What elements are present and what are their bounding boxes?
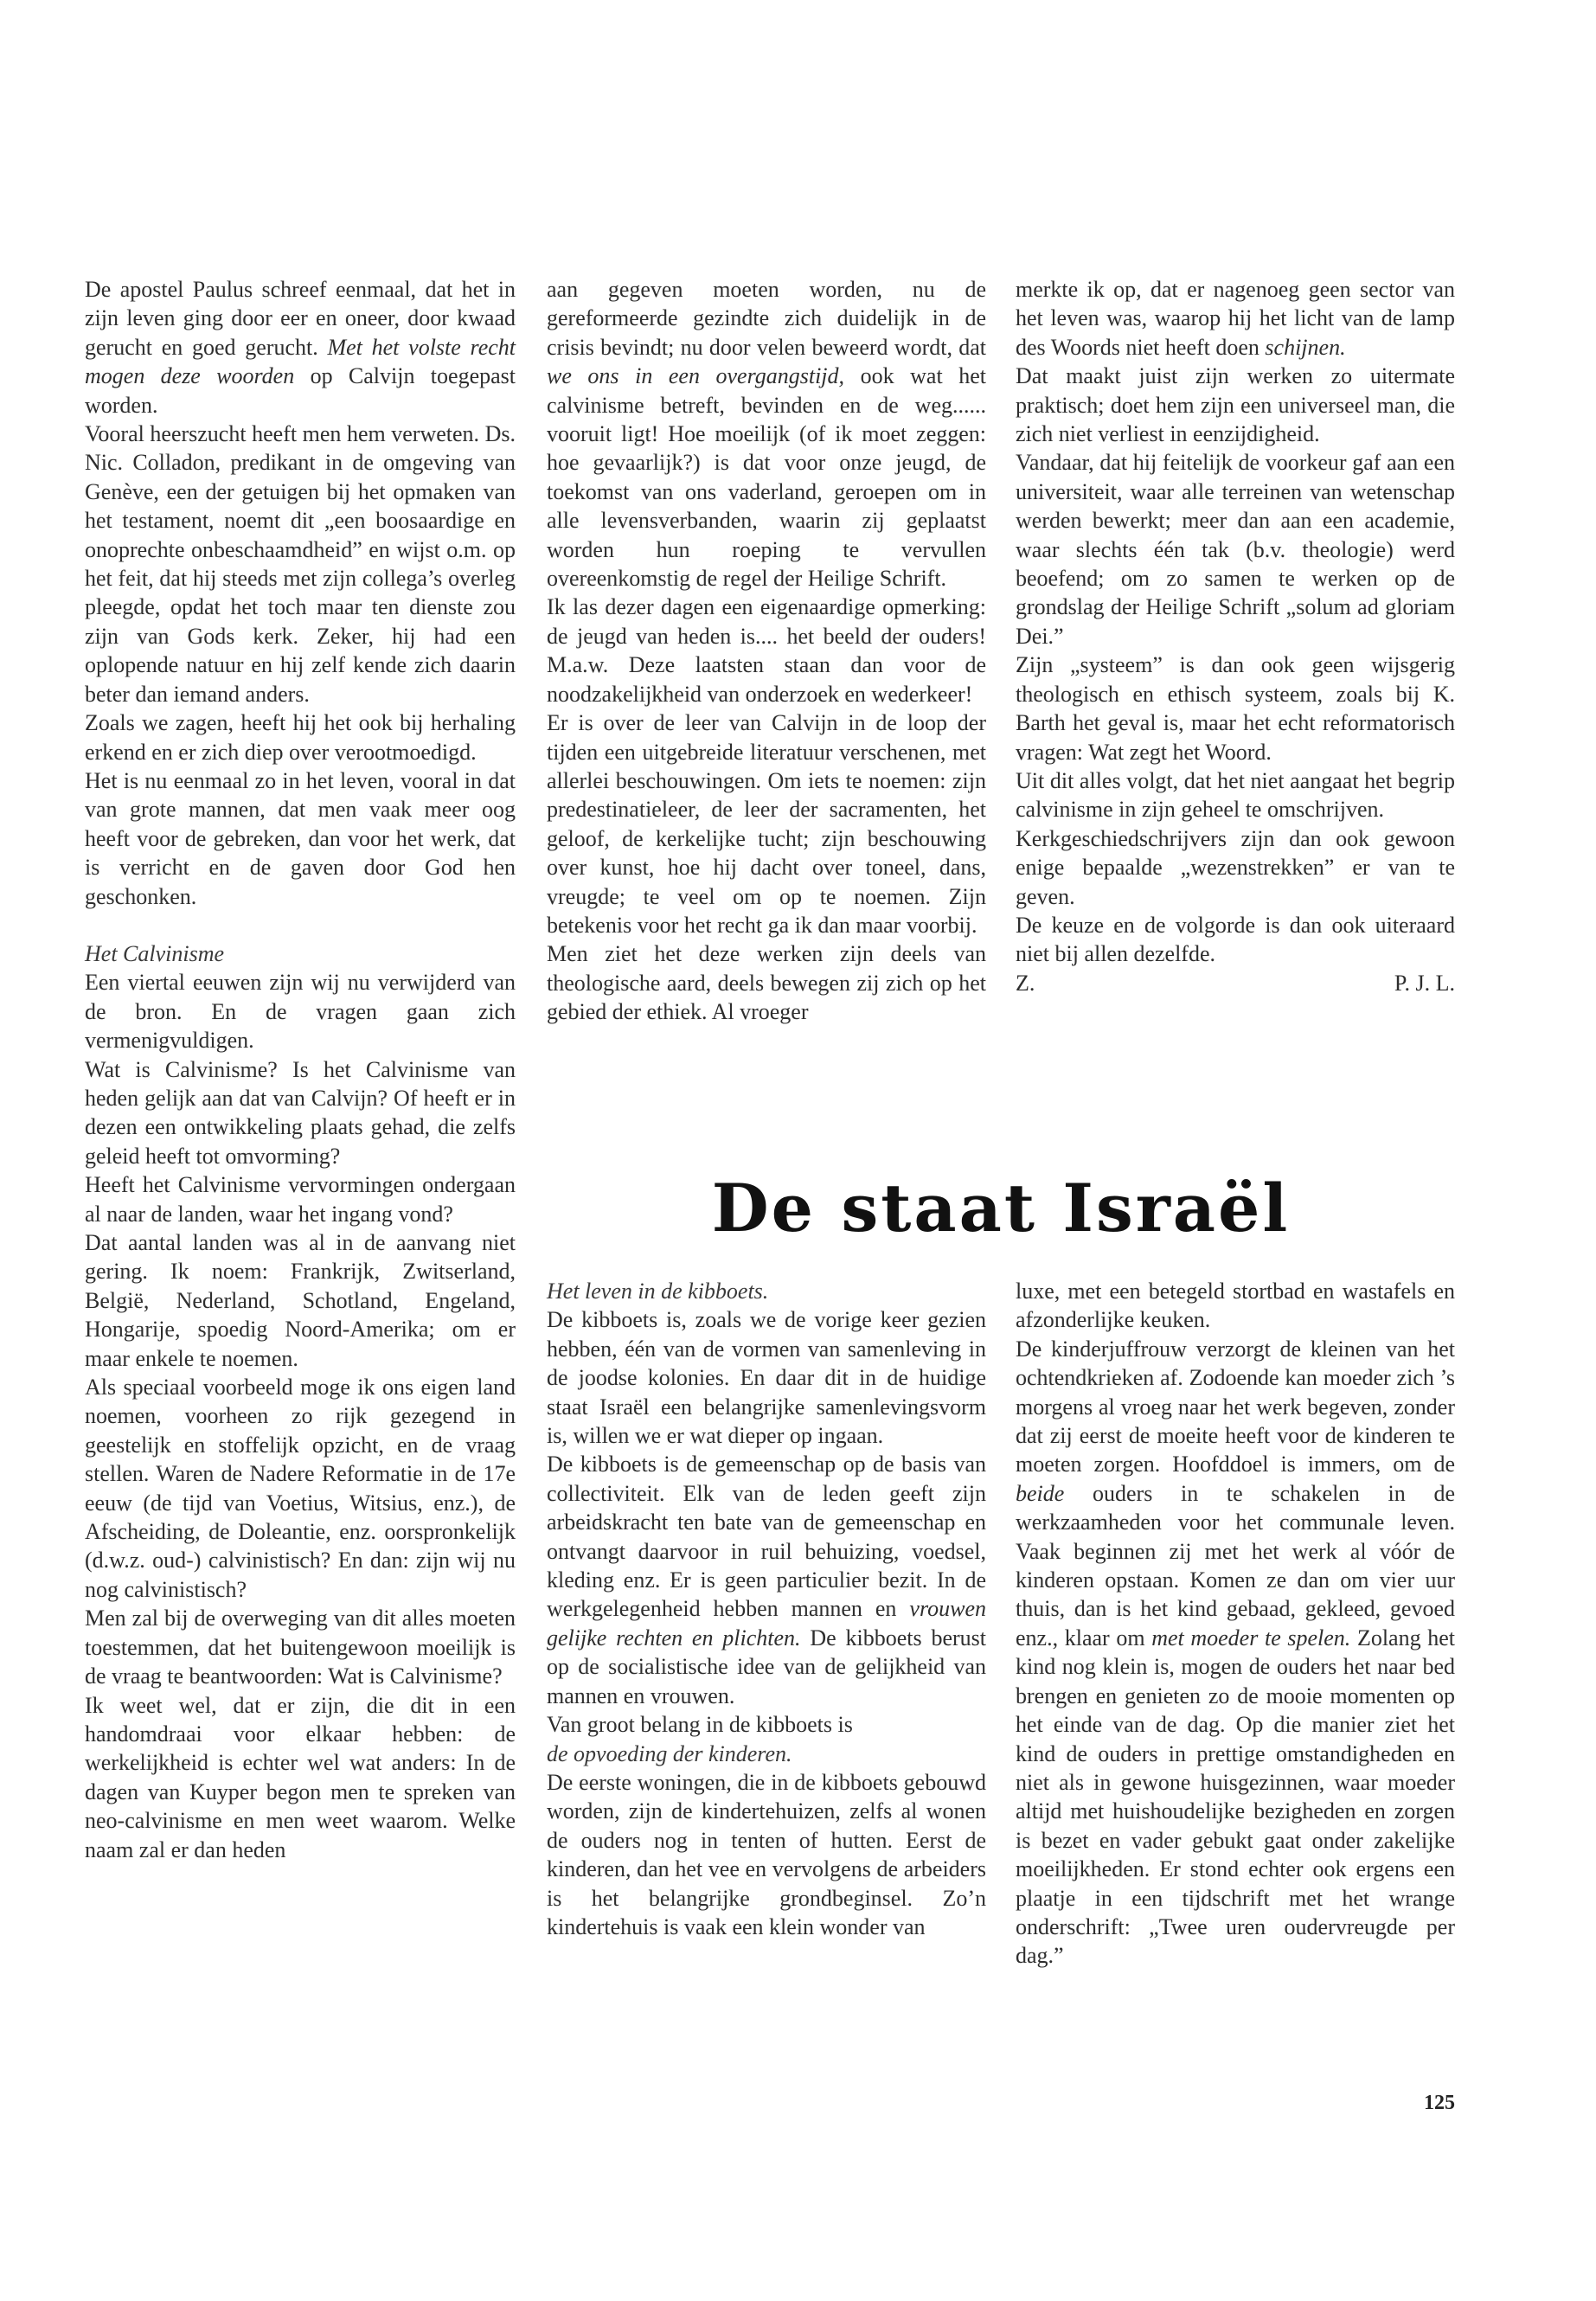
paragraph-text: De apostel Paulus schreef eenmaal, dat het in zijn leven ging door eer en oneer, door kwaad gerucht en goed gerucht. [85,277,516,360]
paragraph-text: De kibboets is de gemeenschap op de basis van collectiviteit. Elk van de leden geeft zijn arbeidskracht ten bate van de gemeenschap en ontvangt daarvoor in ruil behuizing, voedsel, kleding enz. Er is geen particulier bezit. In de werkgelegenheid hebben mannen en [547,1452,986,1622]
paragraph [85,275,516,420]
emphasis-text: Met het volste recht mogen deze woorden [85,334,516,389]
paragraph: Dat aantal landen was al in de aanvang niet gering. Ik noem: Frankrijk, Zwitserland, België, Nederland, Schotland, Engeland, Hongarije, spoedig Noord-Amerika; om er maar enkele te noemen. [85,1230,516,1371]
article-title: De staat Israël [711,1170,1291,1247]
emphasis-text: vrouwen gelijke rechten en plichten. [547,1596,986,1650]
section-heading-calvinisme: Het Calvinisme [85,940,225,966]
paragraph: Een viertal eeuwen zijn wij nu verwijderd van de bron. En de vragen gaan zich vermenigvuldigen. [85,970,516,1054]
emphasis-text: beide [1016,1480,1065,1506]
paragraph-text: ouders in te schakelen in de werkzaamheden voor het communale leven. Vaak beginnen zij met het werk al vóór de kinderen opstaan. Komen ze dan om vier uur thuis, dan is het kind gebaad, gekleed, gevoed enz., klaar om [1016,1480,1455,1650]
paragraph: Uit dit alles volgt, dat het niet aangaat het begrip calvinisme in zijn geheel te omschrijven. [1016,767,1455,823]
section-heading-opvoeding: de opvoeding der kinderen. [547,1740,792,1766]
author-signature [1016,969,1455,997]
paragraph: Wat is Calvinisme? Is het Calvinisme van heden gelijk aan dat van Calvijn? Of heeft er in dezen een ontwikkeling plaats gehad, die zelfs geleid heeft tot omvorming? [85,1056,516,1169]
section-heading-kibboets: Het leven in de kibboets. [547,1279,769,1304]
paragraph-text: ook wat het calvinisme betreft, bevinden en de weg...... vooruit ligt! Hoe moeilijk (of ik moet zeggen: hoe gevaarlijk?) is dat voor onze jeugd, de toekomst van ons vaderland, geroepen om in alle levensverbanden, waarin zij geplaatst worden hun roeping te vervullen overeenkomstig de regel der Heilige Schrift. [547,363,987,592]
paragraph [547,1450,986,1710]
paragraph-text: Zolang het kind nog klein is, mogen de ouders het naar bed brengen en genieten zo de mooie momenten op het einde van de dag. Op die manier ziet het kind de ouders in prettige omstandigheden en niet als in gewone huisgezinnen, waar moeder altijd met huishoudelijke bezigheden en zorgen is bezet en vader gebukt gaat onder zakelijke moeilijkheden. Er stond echter ook ergens een plaatje in een tijdschrift met het wrange onderschrift: „Twee uren oudervreugde per dag.” [1016,1625,1455,1969]
column-calvijn-1 [85,275,516,1864]
paragraph-text: De kinderjuffrouw verzorgt de kleinen van het ochtendkrieken af. Zodoende kan moeder zich ’s morgens al vroeg naar het werk begeven, zonder dat zij eerst de moeite heeft voor de kinderen te moeten zorgen. Hoofddoel is immers, om de [1016,1336,1455,1477]
paragraph-text: merkte ik op, dat er nagenoeg geen sector van het leven was, waarop hij het licht van de lamp des Woords niet heeft doen [1016,277,1455,360]
paragraph: Zijn „systeem” is dan ook geen wijsgerig theologisch en ethisch systeem, zoals bij K. Barth het geval is, maar het echt reformatorisch vragen: Wat zegt het Woord. [1016,652,1455,765]
column-calvijn-3 [1016,275,1455,997]
paragraph: Van groot belang in de kibboets is [547,1712,853,1738]
paragraph [547,275,986,593]
paragraph: luxe, met een betegeld stortbad en wastafels en afzonderlijke keuken. [1016,1279,1455,1333]
paragraph-text: op Calvijn toegepast worden. [85,363,516,418]
paragraph: Zoals we zagen, heeft hij het ook bij herhaling erkend en er zich diep over verootmoedigd. [85,710,516,765]
paragraph: Vooral heerszucht heeft men hem verweten. Ds. Nic. Colladon, predikant in de omgeving van Genève, een der getuigen bij het opmaken van het testament, noemt dit „een boosaardige en onoprechte onbeschaamdheid” en wijst o.m. op het feit, dat hij steeds met zijn collega’s overleg pleegde, opdat het toch maar ten dienste zou zijn van Gods kerk. Zeker, hij had een oplopende natuur en hij zelf kende zich daarin beter dan iemand anders. [85,421,516,707]
paragraph-text: De kibboets berust op de socialistische idee van de gelijkheid van mannen en vrouwen. [547,1625,986,1708]
paragraph: Kerkgeschiedschrijvers zijn dan ook gewoon enige bepaalde „wezenstrekken” er van te geven. [1016,825,1455,909]
paragraph: De keuze en de volgorde is dan ook uiteraard niet bij allen dezelfde. [1016,912,1455,967]
paragraph: Dat maakt juist zijn werken zo uitermate praktisch; doet hem zijn een universeel man, die zich niet verliest in eenzijdigheid. [1016,363,1455,447]
column-calvijn-2 [547,275,986,1027]
emphasis-text: met moeder te spelen. [1151,1625,1351,1650]
column-israel-2 [1016,1277,1455,1971]
paragraph: Het is nu eenmaal zo in het leven, vooral in dat van grote mannen, dat men vaak meer oog heeft voor de gebreken, dan voor het werk, dat is verricht en de gaven door God hen geschonken. [85,767,516,909]
paragraph [1016,275,1455,362]
paragraph: Men ziet het deze werken zijn deels van theologische aard, deels bewegen zij zich op het gebied der ethiek. Al vroeger [547,941,986,1025]
emphasis-text: schijnen. [1265,334,1346,360]
column-israel-1 [547,1277,986,1941]
paragraph: Vandaar, dat hij feitelijk de voorkeur gaf aan een universiteit, waar alle terreinen van wetenschap werden bewerkt; meer dan aan een academie, waar slechts één tak (b.v. theologie) werd beoefend; om zo samen te werken op de grondslag der Heilige Schrift „solum ad gloriam Dei.” [1016,450,1455,649]
signature-right: P. J. L. [1394,970,1455,996]
paragraph [1016,1335,1455,1971]
paragraph: Er is over de leer van Calvijn in de loop der tijden een uitgebreide literatuur verschenen, met allerlei beschouwingen. Om iets te noemen: zijn predestinatieleer, de leer der sacramenten, het geloof, de kerkelijke tucht; zijn beschouwing over kunst, hoe hij dacht over toneel, dans, vreugde; te veel om op te noemen. Zijn betekenis voor het recht ga ik dan maar voorbij. [547,710,986,938]
paragraph: Heeft het Calvinisme vervormingen ondergaan al naar de landen, waar het ingang vond? [85,1172,516,1227]
paragraph-text: aan gegeven moeten worden, nu de gereformeerde gezindte zich duidelijk in de crisis bevindt; nu door velen beweerd wordt, dat [547,277,986,360]
emphasis-text: we ons in een overgangstijd, [547,363,845,389]
paragraph: De kibboets is, zoals we de vorige keer gezien hebben, één van de vormen van samenleving in de joodse kolonies. En daar dit in de huidige staat Israël een belangrijke samenlevingsvorm is, willen we er wat dieper op ingaan. [547,1307,986,1449]
paragraph: Men zal bij de overweging van dit alles moeten toestemmen, dat het buitengewoon moeilijk is de vraag te beantwoorden: Wat is Calvinisme? [85,1606,516,1689]
paragraph: Ik weet wel, dat er zijn, die dit in een handomdraai voor elkaar hebben: de werkelijkheid is echter wel wat anders: In de dagen van Kuyper begon men te spreken van neo-calvinisme en men weet waarom. Welke naam zal er dan heden [85,1692,516,1862]
paragraph: De eerste woningen, die in de kibboets gebouwd worden, zijn de kindertehuizen, zelfs al wonen de ouders nog in tenten of hutten. Eerst de kinderen, dan het vee en vervolgens de arbeiders is het belangrijke grondbeginsel. Zo’n kindertehuis is vaak een klein wonder van [547,1769,986,1939]
paragraph: Ik las dezer dagen een eigenaardige opmerking: de jeugd van heden is.... het beeld der ouders! M.a.w. Deze laatsten staan dan voor de noodzakelijkheid van onderzoek en wederkeer! [547,594,986,707]
signature-left: Z. [1016,970,1035,996]
page-number: 125 [1424,2092,1455,2114]
paragraph: Als speciaal voorbeeld moge ik ons eigen land noemen, voorheen zo rijk gezegend in geestelijk en stoffelijk opzicht, en de vraag stellen. Waren de Nadere Reformatie in de 17e eeuw (de tijd van Voetius, Witsius, enz.), de Afscheiding, de Doleantie, enz. oorspronkelijk (d.w.z. oud-) calvinistisch? En dan: zijn wij nu nog calvinistisch? [85,1375,516,1602]
